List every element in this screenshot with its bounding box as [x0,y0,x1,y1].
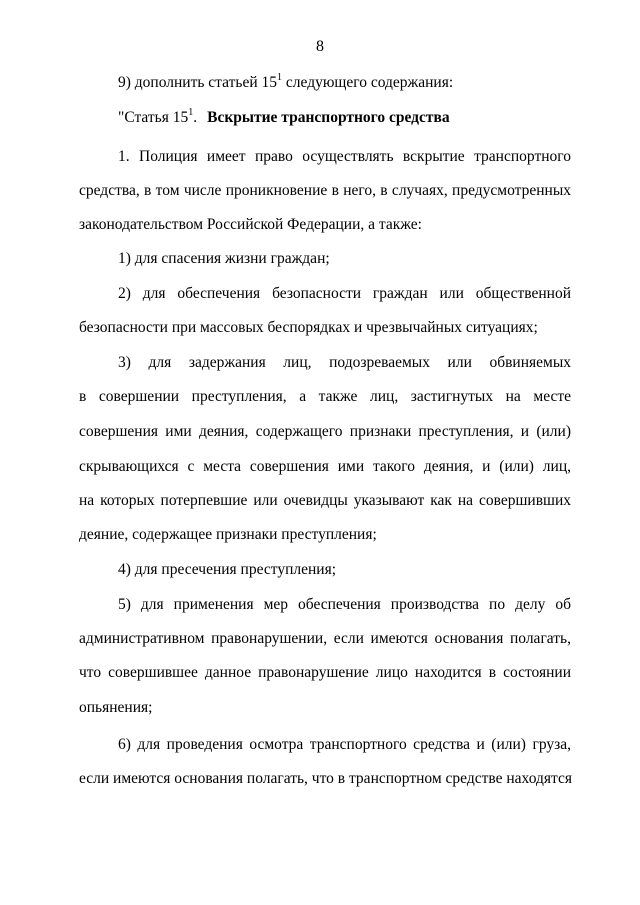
paragraph-line: на которых потерпевшие или очевидцы указывают как на совершивших [79,492,571,509]
paragraph-line: деяние, содержащее признаки преступления; [79,526,377,543]
list-item: 6) для проведения осмотра транспортного средства и (или) груза, [118,736,571,753]
list-item: 2) для обеспечения безопасности граждан или общественной [118,285,571,302]
paragraph-line: скрывающихся с места совершения ими такого деяния, и (или) лиц, [79,458,571,475]
list-item: 5) для применения мер обеспечения производства по делу об [118,596,571,613]
paragraph-line: в совершении преступления, а также лиц, застигнутых на месте [79,388,571,405]
paragraph-line: опьянения; [79,699,153,716]
article-title: Вскрытие транспортного средства [207,109,450,126]
page-number: 8 [316,38,324,55]
list-item: 3) для задержания лиц, подозреваемых или обвиняемых [118,354,571,371]
paragraph-line: что совершившее данное правонарушение лицо находится в состоянии [79,664,571,681]
list-item: 4) для пресечения преступления; [118,561,336,578]
amendment-item-9: 9) дополнить статьей $15^1$ следующего содержания: [118,71,454,91]
paragraph-line: законодательством Российской Федерации, а также: [79,216,422,233]
article-heading: "Статья $15^1$. Вскрытие транспортного средства [118,106,450,126]
article-number: "Статья 15 [118,109,189,126]
paragraph-line: средства, в том числе проникновение в него, в случаях, предусмотренных [79,182,571,199]
paragraph-line: 1. Полиция имеет право осуществлять вскрытие транспортного [118,148,571,165]
paragraph-line: если имеются основания полагать, что в транспортном средстве находятся [79,770,572,787]
list-item: 1) для спасения жизни граждан; [118,250,330,267]
paragraph-line: административном правонарушении, если имеются основания полагать, [79,630,571,647]
paragraph-line: совершения ими деяния, содержащего признаки преступления, и (или) [79,423,571,440]
paragraph-line: безопасности при массовых беспорядках и чрезвычайных ситуациях; [79,319,538,336]
